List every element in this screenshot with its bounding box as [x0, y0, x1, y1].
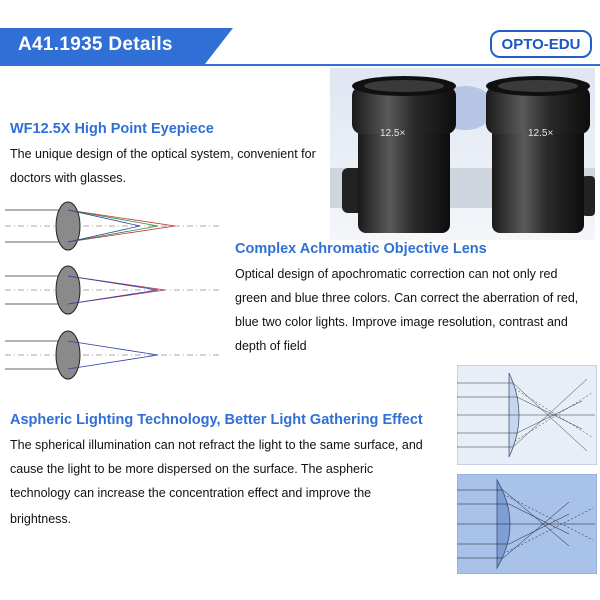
- spherical-lighting-figure: [457, 365, 597, 465]
- lens-ray-diagram-3: [5, 331, 220, 379]
- eyepiece-section-title: WF12.5X High Point Eyepiece: [10, 121, 214, 137]
- objective-description: [235, 262, 595, 358]
- aspheric-lighting-figure: [457, 474, 597, 574]
- lens-ray-diagram-1: [5, 202, 220, 250]
- lens-ray-diagrams: [0, 198, 230, 388]
- header-divider: [0, 64, 600, 66]
- objective-description-line: depth of field: [235, 339, 307, 353]
- objective-description-line: green and blue three colors. Can correct the aberration of red,: [235, 291, 579, 305]
- lighting-description-line: cause the light to be more dispersed on the surface. The aspheric: [10, 462, 374, 476]
- header-banner: [0, 28, 205, 64]
- objective-description-line: blue two color lights. Improve image resolution, contrast and: [235, 315, 568, 329]
- eyepiece-description: [10, 142, 340, 190]
- lighting-description-line: The spherical illumination can not refract the light to the same surface, and: [10, 438, 423, 452]
- lighting-section-title: Aspheric Lighting Technology, Better Light Gathering Effect: [10, 412, 423, 428]
- brand-logo: [490, 30, 592, 58]
- lighting-description: [10, 433, 450, 531]
- page-title: A41.1935 Details: [18, 34, 173, 55]
- eyepiece-photo: [330, 68, 595, 240]
- lens-ray-diagram-2: [5, 266, 220, 314]
- eyepiece-label-right: 12.5×: [528, 128, 554, 139]
- objective-section-title: Complex Achromatic Objective Lens: [235, 241, 487, 257]
- objective-description-line: Optical design of apochromatic correction can not only red: [235, 267, 558, 281]
- eyepiece-description-line: The unique design of the optical system, convenient for: [10, 147, 316, 161]
- eyepiece-label-left: 12.5×: [380, 128, 406, 139]
- lighting-description-line: technology can increase the concentration effect and improve the: [10, 486, 372, 500]
- eyepiece-description-line: doctors with glasses.: [10, 171, 127, 185]
- lighting-description-line: brightness.: [10, 512, 72, 526]
- brand-logo-text: OPTO-EDU: [501, 35, 581, 53]
